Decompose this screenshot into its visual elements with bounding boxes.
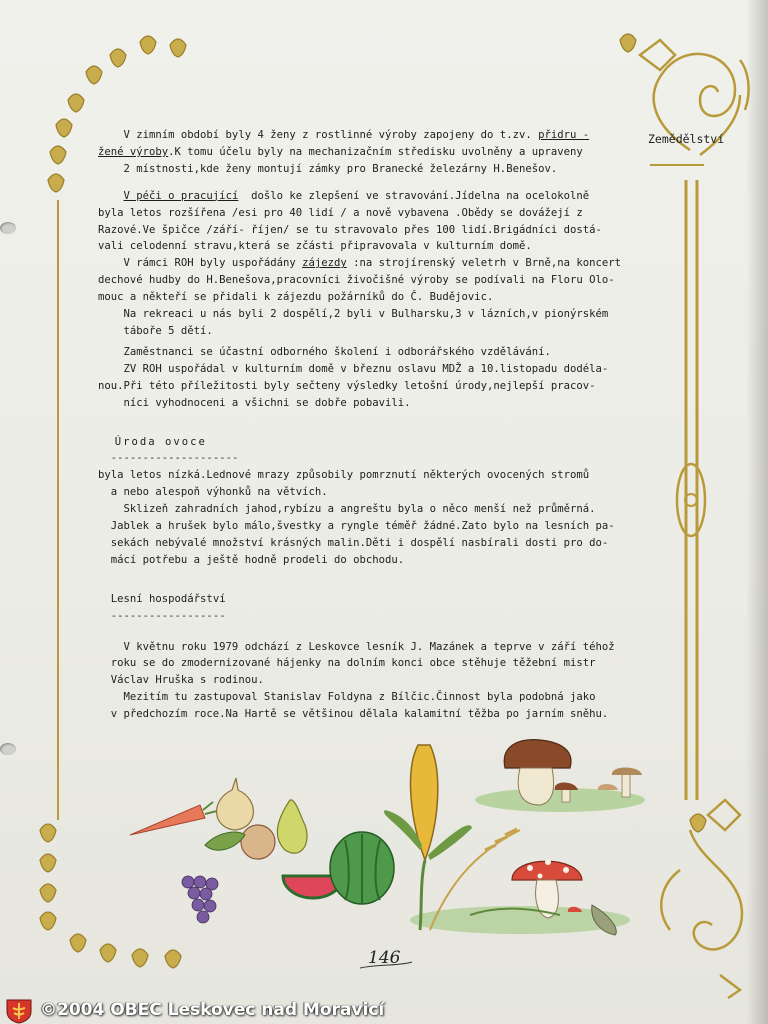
text-line: v předchozím roce.Na Hartě se většinou dělala kalamitní těžba po jarním sněhu. [98,708,609,721]
text-line: vali celodenní stravu,která se zčásti připravovala v kulturním domě. [98,240,532,253]
section-heading-forest: Lesní hospodářství [110,592,226,605]
text-line: V péči o pracující došlo ke zlepšení ve stravování.Jídelna na ocelokolně [123,189,590,202]
text-line: V zimním období byly 4 ženy z rostlinné výroby zapojeny do t.zv. přidru - [98,129,590,141]
text-line: dechové hudby do H.Benešova,pracovníci živočišné výroby se podívali na Floru Olo- [98,274,615,287]
text-line: mouc a někteří se přidali k zájezdu požárníků do Č. Budějovic. [98,291,494,304]
text-line: Sklizeň zahradních jahod,rybízu a angreštu byla o něco menší než průměrná. [98,503,596,516]
heading-rule: ------------------ [110,609,226,622]
text-line: V květnu roku 1979 odchází z Leskovce lesník J. Mazánek a teprve v září téhož [98,640,615,653]
text-line: byla letos nízká.Lednové mrazy způsobily pomrznutí některých ovocených stromů [98,469,590,482]
margin-label: Zemědělství [648,132,725,146]
text-line: V rámci ROH byly uspořádány zájezdy :na strojírenský veletrh v Brně,na koncert [98,257,622,270]
typed-text-body [98,127,658,723]
binder-hole [0,222,16,234]
village-coat-of-arms-icon [4,998,34,1024]
footer-text: ©2004 OBEC Leskovec nad Moravicí [40,1000,385,1020]
text-line: 2 místnosti,kde ženy montují zámky pro Branecké železárny H.Benešov. [98,162,558,175]
page-number: 146 [368,948,401,968]
text-line: byla letos rozšířena /esi pro 40 lidí / a nově vybavena .Obědy se dovážejí z [98,206,583,219]
text-line: Mezitím tu zastupoval Stanislav Foldyna z Bílčic.Činnost byla podobná jako [98,691,596,704]
text-line: Václav Hruška s rodinou. [98,674,264,687]
copyright-footer [0,996,768,1024]
text-line: táboře 5 dětí. [98,324,213,337]
section-heading-fruit: Úroda ovoce [114,435,207,448]
harvest-illustration [130,740,645,935]
text-line: mácí potřebu a ještě hodně prodeli do obchodu. [98,553,405,566]
binder-hole [0,743,16,755]
text-line: roku se do zmodernizované hájenky na dolním konci obce stěhuje těžební mistr [98,657,596,670]
text-line: Zaměstnanci se účastní odborného školení i odborářského vzdělávání. [98,345,551,358]
text-line: nou.Při této příležitosti byly sečteny výsledky letošní úrody,nejlepší pracov- [98,379,596,392]
text-line: níci vyhodnoceni a všichni se dobře pobavili. [98,396,411,409]
text-line: Na rekreaci u nás byli 2 dospělí,2 byli v Bulharsku,3 v lázních,v pionýrském [98,308,609,321]
text-line: a nebo alespoň výhonků na větvích. [98,486,328,499]
text-line: ZV ROH uspořádal v kulturním domě v březnu oslavu MDŽ a 10.listopadu dodéla- [98,362,609,375]
text-line: sekách nebývalé množství krásných malin.Děti i dospělí nasbírali dosti pro do- [98,536,609,549]
heading-rule: -------------------- [110,452,239,465]
text-line: Jablek a hrušek bylo málo,švestky a ryngle téměř žádné.Zato bylo na lesních pa- [98,520,615,533]
text-line: žené výroby.K tomu účelu byly na mechanizačním středisku uvolněny a upraveny [98,145,583,158]
text-line: Razové.Ve špičce /září- říjen/ se tu stravovalo přes 100 lidí.Brigádníci dostá- [98,223,602,236]
